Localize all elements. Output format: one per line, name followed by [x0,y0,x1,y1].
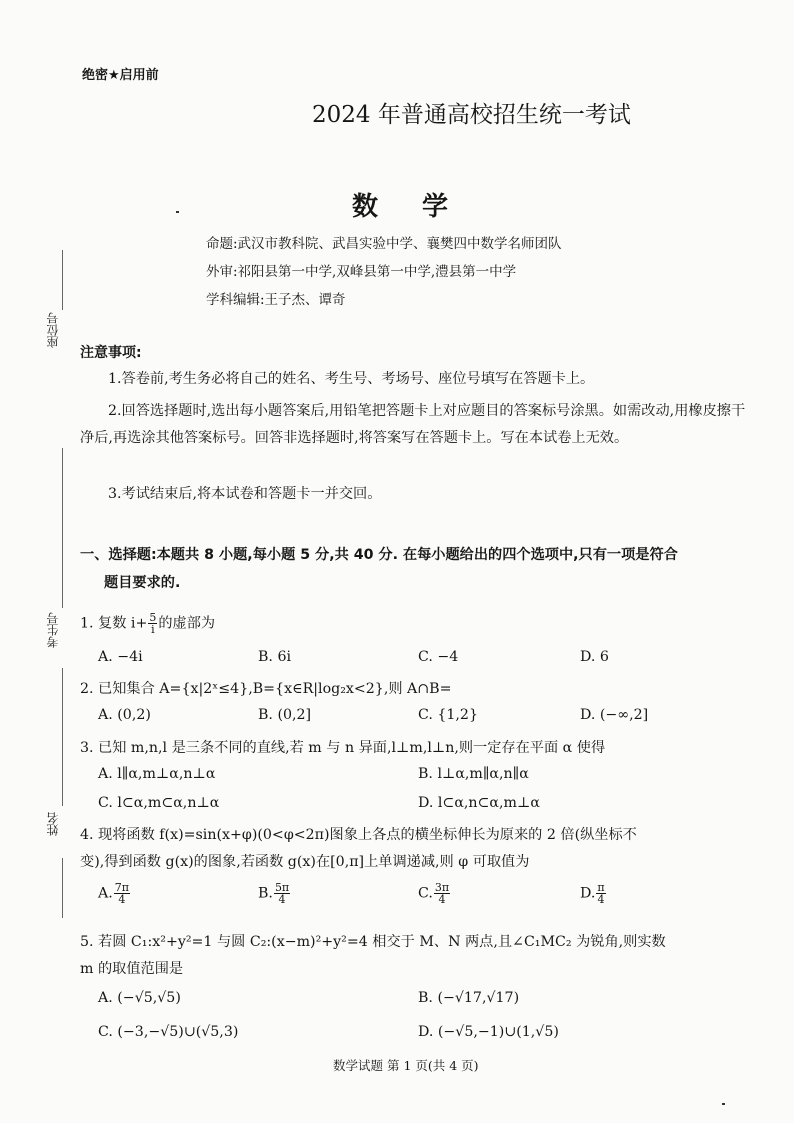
credit-setters: 命题:武汉市教科院、武昌实验中学、襄樊四中数学名师团队 [206,236,562,252]
q1-stem-pre: 1. 复数 i+ [80,615,148,632]
q4-option-d-fraction [596,882,605,905]
q5-option-c: C. (−3,−√5)∪(√5,3) [98,1024,239,1040]
question-2: 2. 已知集合 A={x|2ˣ≤4},B={x∈R|log₂x<2},则 A∩B= [80,681,452,697]
q4-d-numerator: π [597,881,605,894]
section-heading-line2: 题目要求的. [104,575,181,591]
notice-item-2: 2.回答选择题时,选出每小题答案后,用铅笔把答题卡上对应题目的答案标号涂黑。如需改动,用橡皮擦干净后,再选涂其他答案标号。回答非选择题时,将答案写在答题卡上。写在本试卷上无效。 [80,403,746,446]
q1-fraction-denominator: i [151,623,155,636]
q2-option-d: D. (−∞,2] [580,707,649,723]
notice-item-3: 3.考试结束后,将本试卷和答题卡一并交回。 [108,486,382,502]
q4-option-b-fraction [274,882,290,905]
q4-option-c-fraction [434,882,450,905]
q5-option-b: B. (−√17,√17) [418,990,520,1006]
name-label: 姓名 [46,812,60,836]
q2-option-b: B. (0,2] [258,707,312,723]
question-4-line1: 4. 现将函数 f(x)=sin(x+φ)(0<φ<2π)图象上各点的横坐标伸长为原来的 2 倍(纵坐标不 [80,827,637,843]
question-4-line2: 变),得到函数 g(x)的图象,若函数 g(x)在[0,π]上单调递减,则 φ 可取值为 [80,854,530,870]
q1-fraction-numerator: 5 [149,611,157,624]
q3-option-c: C. l⊂α,m⊂α,n⊥α [98,795,220,811]
q4-option-d [580,882,607,905]
page-footer: 数学试题 第 1 页(共 4 页) [333,1058,479,1073]
subject-title: 数学 [352,192,493,222]
q4-option-c-label: C. [418,885,433,902]
section-heading [80,541,750,597]
binding-line [62,448,63,608]
notice-item-1: 1.答卷前,考生务必将自己的姓名、考生号、考场号、座位号填写在答题卡上。 [108,371,595,387]
q1-option-b: B. 6i [258,649,292,665]
q5-option-d: D. (−√5,−1)∪(1,√5) [418,1024,559,1040]
question-1 [80,612,215,635]
scan-speck [176,211,179,213]
q2-option-a: A. (0,2) [98,707,151,723]
q3-option-a: A. l∥α,m⊥α,n⊥α [98,766,216,782]
notice-heading: 注意事项: [80,345,142,361]
scan-speck [722,1103,725,1105]
q1-stem-post: 的虚部为 [158,615,216,632]
q1-option-a: A. −4i [98,649,143,665]
exam-number-label: 考生号 [46,612,60,648]
q4-option-b [258,882,291,905]
section-heading-line1: 一、选择题:本题共 8 小题,每小题 5 分,共 40 分. 在每小题给出的四个选项中,只有一项是符合 [80,547,678,563]
q4-a-numerator: 7π [114,881,129,894]
confidential-label: 绝密★启用前 [82,68,159,83]
q4-option-a-fraction [114,882,130,905]
q4-c-numerator: 3π [434,881,450,894]
q4-option-a [98,882,131,905]
binding-line [62,858,63,918]
q4-b-denominator: 4 [278,893,286,906]
q3-option-d: D. l⊂α,n⊂α,m⊥α [418,795,540,811]
q4-option-c [418,882,451,905]
q1-fraction [148,612,157,635]
q3-option-b: B. l⊥α,m∥α,n∥α [418,766,529,782]
seat-number-label: 座位号 [46,312,60,348]
exam-title: 2024 年普通高校招生统一考试 [312,102,631,128]
question-5-line2: m 的取值范围是 [80,961,184,977]
q4-c-denominator: 4 [438,893,446,906]
q1-option-c: C. −4 [418,649,459,665]
q4-option-a-label: A. [98,885,113,902]
q4-option-d-label: D. [580,885,596,902]
q2-option-c: C. {1,2} [418,707,478,723]
question-5-line1: 5. 若圆 C₁:x²+y²=1 与圆 C₂:(x−m)²+y²=4 相交于 M、N 两点,且∠C₁MC₂ 为锐角,则实数 [80,934,666,950]
q5-option-a: A. (−√5,√5) [98,990,181,1006]
q1-option-d: D. 6 [580,649,609,665]
q4-b-numerator: 5π [274,881,290,894]
binding-line [62,668,63,806]
credit-reviewers: 外审:祁阳县第一中学,双峰县第一中学,澧县第一中学 [206,264,517,280]
q4-d-denominator: 4 [597,893,605,906]
q4-a-denominator: 4 [118,893,126,906]
binding-line [62,250,63,310]
question-3: 3. 已知 m,n,l 是三条不同的直线,若 m 与 n 异面,l⊥m,l⊥n,则一定存在平面 α 使得 [80,740,606,756]
q4-option-b-label: B. [258,885,273,902]
credit-editors: 学科编辑:王子杰、谭奇 [206,292,346,308]
